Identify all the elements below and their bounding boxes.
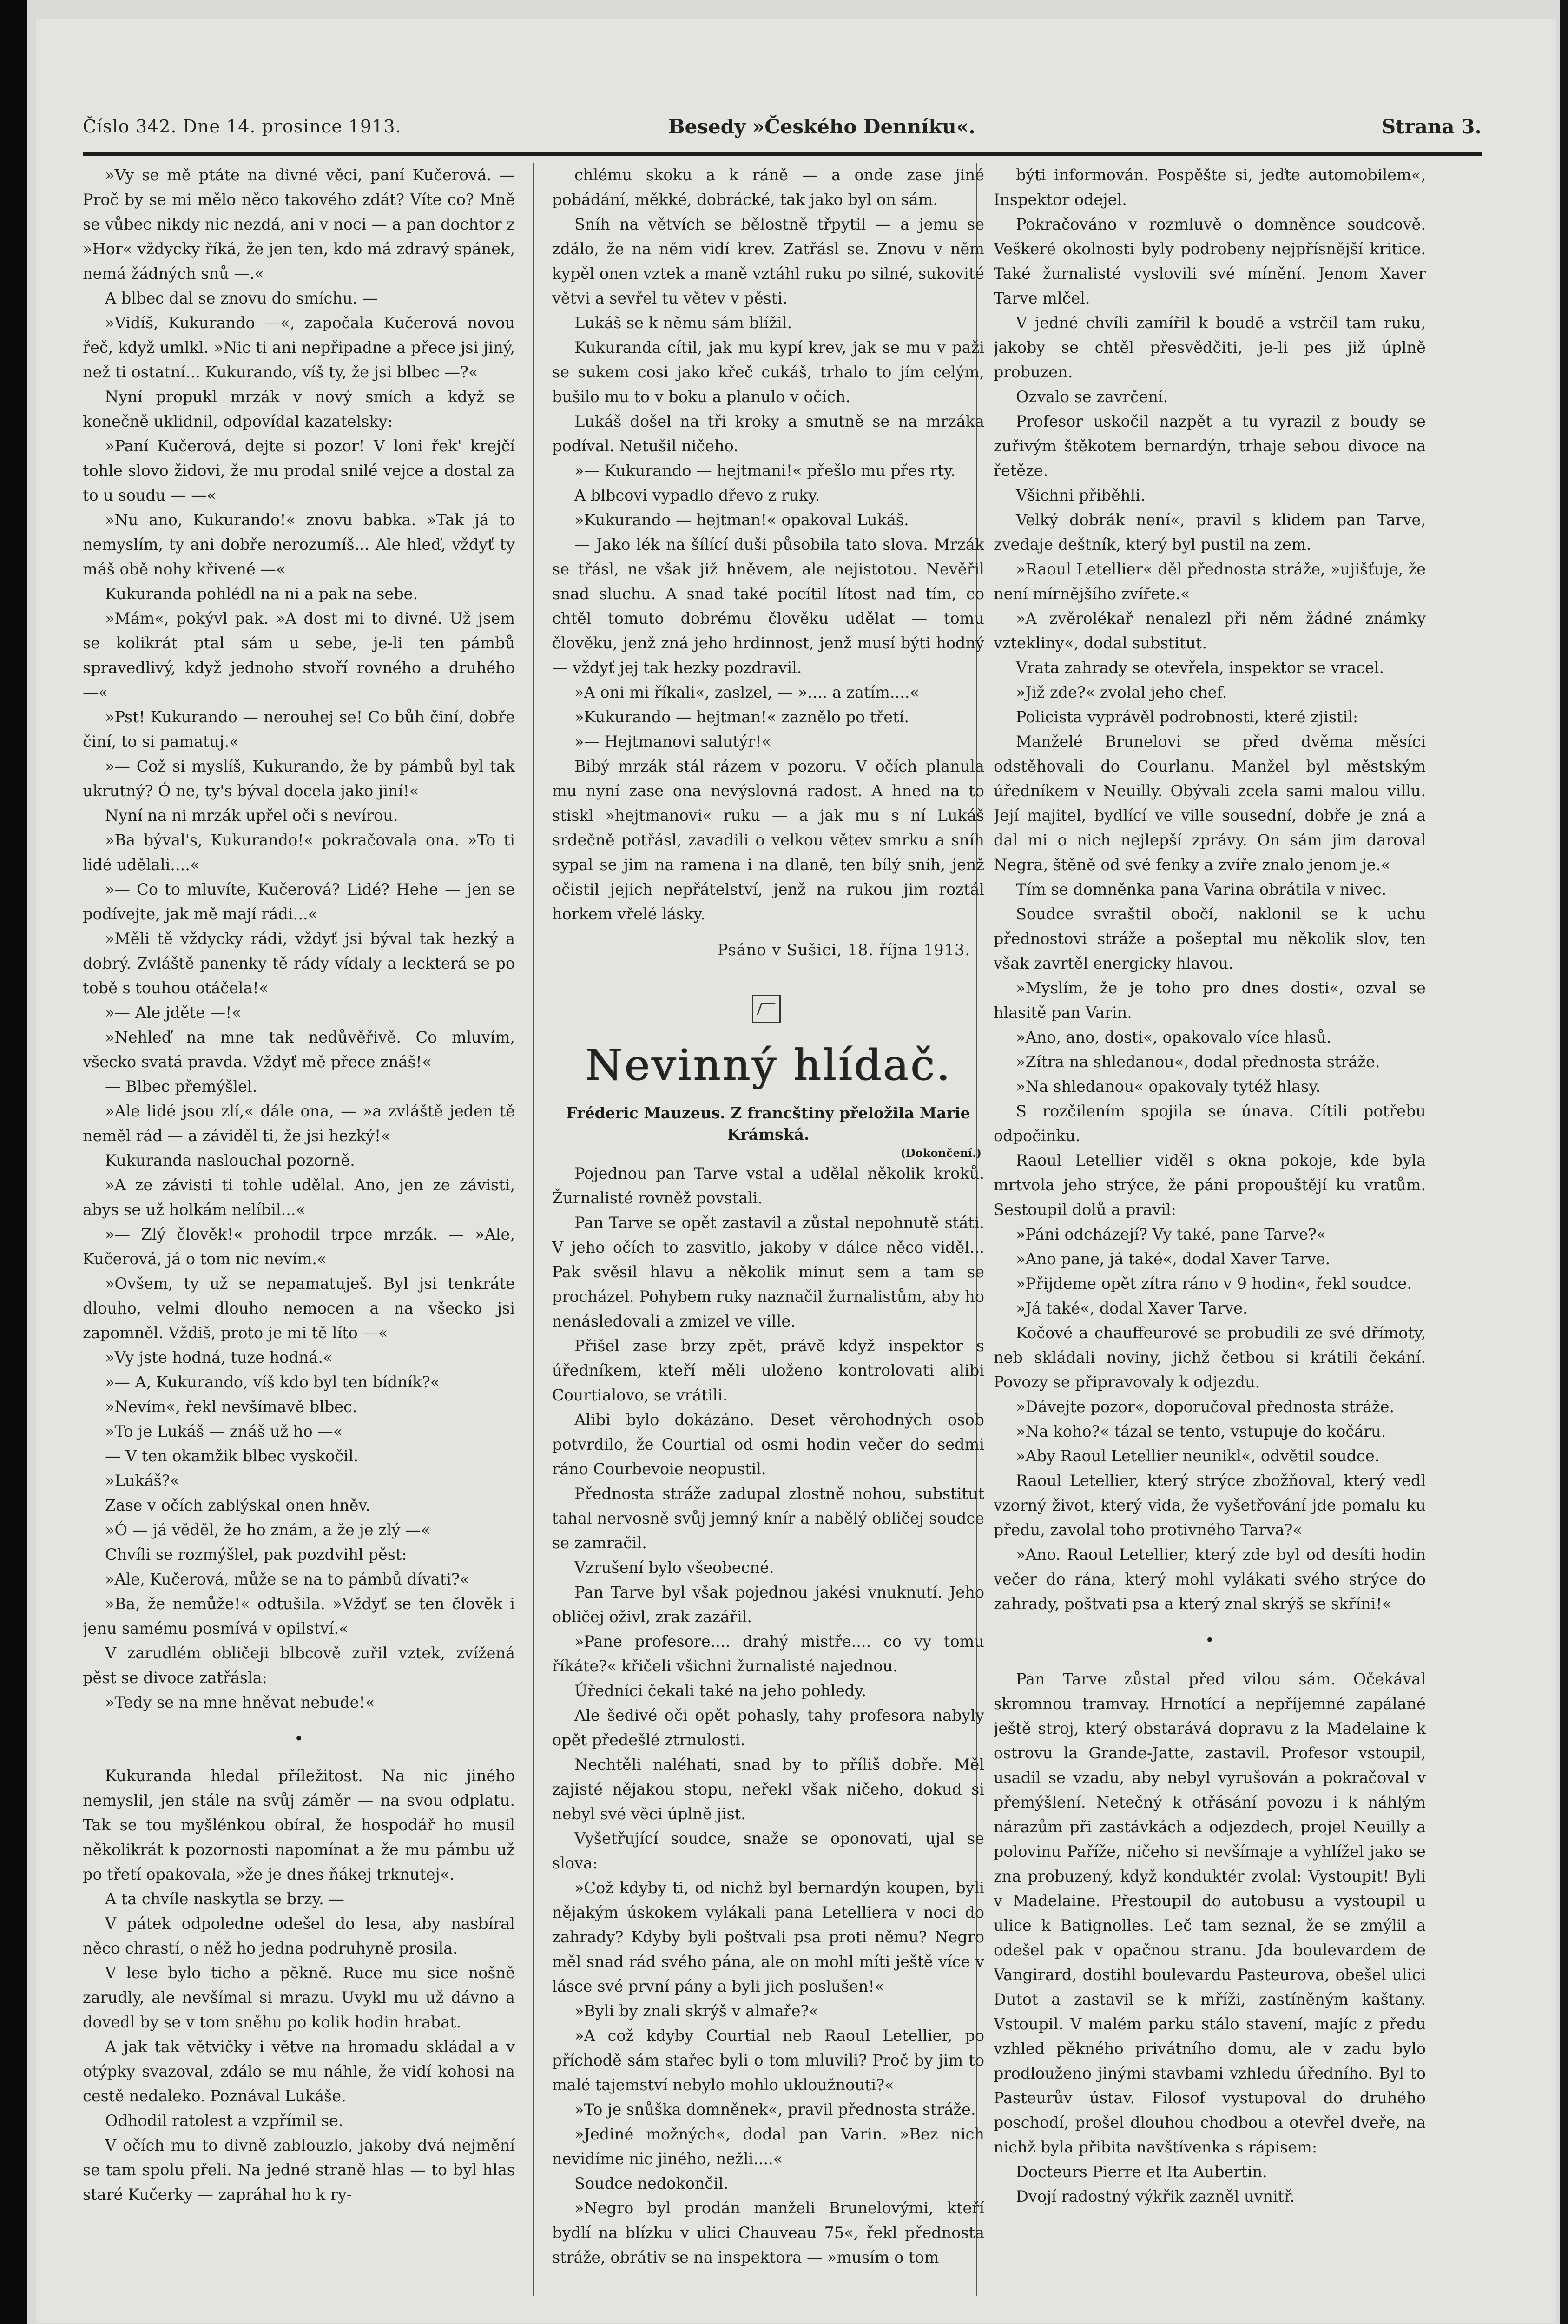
- paragraph: »Ba býval's, Kukurando!« pokračovala ona. »To ti lidé udělali....«: [83, 831, 515, 874]
- column-1: [83, 163, 515, 2296]
- paragraph: »— Zlý člověk!« prohodil trpce mrzák. — »Ale, Kučerová, já o tom nic nevím.«: [83, 1225, 515, 1268]
- scan-border-left: [0, 0, 27, 2324]
- paragraph: V očích mu to divně zablouzlo, jakoby dvá nejmění se tam spolu přeli. Na jedné straně hlas — to byl hlas staré Kučerky — zapráhal ho k ry-: [83, 2136, 515, 2204]
- paragraph: Manželé Brunelovi se před dvěma měsíci odstěhovali do Courlanu. Manžel byl městským úředníkem v Neuilly. Obývali zcela sami malou villu. Její majitel, bydlící ve ville sousední, dobře je zná a dal mi o nich nejlepší zprávy. On sám jim daroval Negra, štěně od své fenky a zvíře znalo jenom je.«: [994, 733, 1426, 874]
- paragraph: »Dávejte pozor«, doporučoval přednosta stráže.: [1016, 1398, 1395, 1416]
- story-byline: Fréderic Mauzeus. Z francštiny přeložila Marie Krámská.: [566, 1104, 970, 1143]
- paragraph: Kukuranda pohlédl na ni a pak na sebe.: [105, 585, 418, 603]
- paragraph: Profesor uskočil nazpět a tu vyrazil z boudy se zuřivým štěkotem bernardýn, trhaje sebou divoce na řetěze.: [994, 412, 1426, 480]
- paragraph: »Zítra na shledanou«, dodal přednosta stráže.: [1016, 1053, 1380, 1071]
- paragraph: Nyní propukl mrzák v nový smích a když se konečně uklidnil, odpovídal kazatelsky:: [83, 388, 515, 430]
- paragraph: Kukuranda hledal příležitost. Na nic jiného nemyslil, jen stále na svůj záměr — na svou odplatu. Tak se tou myšlénkou obíral, že hospodář ho musil několikrát k pozornosti napomínat a že mu pámbu už po třetí opakovala, »že je dnes ňákej trknutej«.: [83, 1767, 515, 1883]
- paragraph: Raoul Letellier viděl s okna pokoje, kde byla mrtvola jeho strýce, že páni propouštějí ku vratům. Sestoupil dolů a pravil:: [994, 1151, 1426, 1219]
- paragraph: »Kukurando — hejtman!« opakoval Lukáš.: [574, 511, 909, 529]
- ornament-icon: [752, 995, 781, 1023]
- column-divider: [533, 163, 534, 2296]
- paragraph: »Vy jste hodná, tuze hodná.«: [105, 1348, 333, 1367]
- paragraph: »Ale lidé jsou zlí,« dále ona, — »a zvláště jeden tě neměl rád — a záviděl ti, že jsi hezký!«: [83, 1102, 515, 1145]
- paragraph: »A což kdyby Courtial neb Raoul Letellier, po příchodě sám stařec byli o tom mluvili? Proč by jim to malé tajemství nebylo mohlo ukloužnouti?«: [552, 2027, 984, 2094]
- paragraph: V jedné chvíli zamířil k boudě a vstrčil tam ruku, jakoby se chtěl přesvědčiti, je-li pes již úplně probuzen.: [994, 314, 1426, 381]
- paragraph: Ozvalo se zavrčení.: [1016, 388, 1168, 406]
- paragraph: Všichni přiběhli.: [1016, 486, 1146, 504]
- paragraph: Úředníci čekali také na jeho pohledy.: [574, 1682, 867, 1700]
- paragraph: »A zvěrolékař nenalezl při něm žádné známky vztekliny«, dodal substitut.: [994, 609, 1426, 652]
- paragraph: »Ale, Kučerová, může se na to pámbů dívati?«: [105, 1570, 469, 1588]
- paragraph: A blbcovi vypadlo dřevo z ruky.: [574, 486, 820, 504]
- paragraph: Ale šedivé oči opět pohasly, tahy profesora nabyly opět předešlé ztrnulosti.: [552, 1706, 984, 1749]
- section-separator: •: [294, 1730, 304, 1748]
- paragraph: »A ze závisti ti tohle udělal. Ano, jen ze závisti, abys se už holkám nelíbil...«: [83, 1176, 515, 1219]
- paragraph: Soudce nedokončil.: [574, 2174, 729, 2192]
- paragraph: »Ovšem, ty už se nepamatuješ. Byl jsi tenkráte dlouho, velmi dlouho nemocen a na všecko jsi zapomněl. Vždiš, proto je mi tě líto —«: [83, 1274, 515, 1342]
- header-rule: [83, 152, 1482, 156]
- paragraph: »Na shledanou« opakovaly tytéž hlasy.: [1016, 1077, 1321, 1096]
- paragraph: Odhodil ratolest a vzpřímil se.: [105, 2112, 343, 2130]
- paragraph: — Blbec přemýšlel.: [105, 1077, 257, 1096]
- paragraph: Nechtěli naléhati, snad by to příliš dobře. Měl zajisté nějakou stopu, neřekl však ničeho, dokud si nebyl své věci úplně jist.: [552, 1756, 984, 1823]
- paragraph: V lese bylo ticho a pěkně. Ruce mu sice nošně zarudly, ale nevšímal si mrazu. Uvykl mu už dávno a dovedl by se v tom sněhu po kolik hodin hrabat.: [83, 1964, 515, 2031]
- publication-title: Besedy »Českého Denníku«.: [668, 115, 975, 138]
- paragraph: A blbec dal se znovu do smíchu. —: [105, 289, 378, 307]
- paragraph: Nyní na ni mrzák upřel oči s nevírou.: [105, 806, 398, 825]
- paragraph: »A oni mi říkali«, zaslzel, — ».... a zatím....«: [574, 683, 919, 701]
- paragraph: Kukuranda naslouchal pozorně.: [105, 1151, 355, 1169]
- section-separator: •: [1205, 1631, 1215, 1650]
- paragraph: Vyšetřující soudce, snaže se oponovati, ujal se slova:: [552, 1829, 984, 1872]
- paragraph: »Nu ano, Kukurando!« znovu babka. »Tak já to nemyslím, ty ani dobře nerozumíš... Ale hleď, vždyť ty máš obě nohy křivené —«: [83, 511, 515, 578]
- paragraph: Raoul Letellier, který strýce zbožňoval, který vedl vzorný život, který vida, že vyšetřování jde pomalu ku předu, zavolal toho protivného Tarva?«: [994, 1472, 1426, 1539]
- paragraph: »Ano, ano, dosti«, opakovalo více hlasů.: [1016, 1028, 1331, 1046]
- paragraph: Dvojí radostný výkřik zazněl uvnitř.: [1016, 2187, 1295, 2205]
- paragraph: »Jediné možných«, dodal pan Varin. »Bez nich nevidíme nic jiného, nežli....«: [552, 2125, 984, 2168]
- paragraph: »— Kukurando — hejtmani!« přešlo mu přes rty.: [574, 462, 955, 480]
- paragraph: »Což kdyby ti, od nichž byl bernardýn koupen, byli nějakým úskokem vylákali pana Letelliera v noci do zahrady? Kdyby byli poštvali psa proti němu? Negro měl snad rád svého pána, ale on mohl míti ještě více v lásce své první pány a byli jich poslušen!«: [552, 1879, 984, 1995]
- paragraph: »Myslím, že je toho pro dnes dosti«, ozval se hlasitě pan Varin.: [994, 979, 1426, 1022]
- paragraph: »— Co to mluvíte, Kučerová? Lidé? Hehe — jen se podívejte, jak mě mají rádi...«: [83, 880, 515, 923]
- paragraph: Přišel zase brzy zpět, právě když inspektor s úředníkem, kteří měli uloženo kontrolovati alibi Courtialovo, se vrátili.: [552, 1337, 984, 1404]
- paragraph: »— Hejtmanovi salutýr!«: [574, 733, 771, 751]
- paragraph: Pokračováno v rozmluvě o domněnce soudcově. Veškeré okolnosti byly podrobeny nejpřísnější kritice. Také žurnalisté vyslovili své mínění. Jenom Xaver Tarve mlčel.: [994, 215, 1426, 307]
- paragraph: Kukuranda cítil, jak mu kypí krev, jak se mu v paži se sukem cosi jako křeč cukáš, trhalo to jím celým, bušilo mu to v boku a planulo v očích.: [552, 338, 984, 406]
- paragraph: S rozčilením spojila se únava. Cítili potřebu odpočinku.: [994, 1102, 1426, 1145]
- paragraph: chlému skoku a k ráně — a onde zase jiné pobádání, měkké, dobrácké, tak jako byl on sám.: [552, 166, 984, 209]
- page-header: [83, 107, 1482, 149]
- paragraph: »Mám«, pokývl pak. »A dost mi to divné. Už jsem se kolikrát ptal sám u sebe, je-li ten pámbů spravedlivý, když jednoho stvoří rovného a druhého —«: [83, 609, 515, 701]
- paragraph: Pan Tarve se opět zastavil a zůstal nepohnutě státi. V jeho očích to zasvitlo, jakoby v dálce něco viděl... Pak svěsil hlavu a několik minut sem a tam se procházel. Pohybem ruky naznačil žurnalistům, aby ho nenásledovali a zmizel ve ville.: [552, 1214, 984, 1330]
- paragraph: »Negro byl prodán manželi Brunelovými, kteří bydlí na blízku v ulici Chauveau 75«, řekl přednosta stráže, obrátiv se na inspektora — »musím o tom: [552, 2199, 984, 2266]
- paragraph: »Aby Raoul Letellier neunikl«, odvětil soudce.: [1016, 1447, 1380, 1465]
- paragraph: Zase v očích zablýskal onen hněv.: [105, 1496, 371, 1514]
- paragraph: »Na koho?« tázal se tento, vstupuje do kočáru.: [1016, 1422, 1386, 1440]
- paragraph: Policista vyprávěl podrobnosti, které zjistil:: [1016, 708, 1358, 726]
- paragraph: V zarudlém obličeji blbcově zuřil vztek, zvížená pěst se divoce zatřásla:: [83, 1644, 515, 1687]
- paragraph: Pojednou pan Tarve vstal a udělal několik kroků. Žurnalisté rovněž povstali.: [552, 1164, 984, 1207]
- paragraph: býti informován. Pospěšte si, jeďte automobilem«, Inspektor odejel.: [994, 166, 1426, 209]
- paragraph: Velký dobrák není«, pravil s klidem pan Tarve, zvedaje deštník, který byl pustil na zem.: [994, 511, 1426, 554]
- paragraph: »Již zde?« zvolal jeho chef.: [1016, 683, 1227, 701]
- paragraph: Vrata zahrady se otevřela, inspektor se vracel.: [1016, 659, 1384, 677]
- paragraph: Pan Tarve zůstal před vilou sám. Očekával skromnou tramvay. Hrnotící a nepříjemné zapálané ještě stroj, který obstarává dopravu z la Madelaine k ostrovu la Grande-Jatte, zastavil. Profesor vstoupil, usadil se vzadu, aby nebyl vyrušován a pokračoval v přemýšlení. Netečný k otřásání povozu i k náhlým nárazům při zastávkách a odjezdech, projel Neuilly a polovinu Paříže, ničeho si nevšímaje a vyhlížel jako se zna probuzený, když konduktér zvolal: Vystoupit! Byli v Madelaine. Přestoupil do autobusu a vystoupil u ulice k Batignolles. Leč tam seznal, že se zmýlil a odešel pak v opačnou stranu. Jda boulevardem de Vangirard, dostihl boulevardu Pasteurova, obešel ulici Dutot a zastavil se k mříži, zastíněným kaštany. Vstoupil. V malém parku stálo stavení, majíc z předu vzhled pěkného privátního domu, ale v zadu bylo prodlouženo jinými stavbami vzhledu úředního. Byl to Pasteurův ústav. Filosof vystupoval do druhého poschodí, prošel dlouhou chodbou a otevřel dveře, na nichž byla přibita navštívenka s rápisem:: [994, 1670, 1426, 2156]
- paragraph: »Ano pane, já také«, dodal Xaver Tarve.: [1016, 1250, 1331, 1268]
- paragraph: — V ten okamžik blbec vyskočil.: [105, 1447, 359, 1465]
- paragraph: »Vidíš, Kukurando —«, započala Kučerová novou řeč, když umlkl. »Nic ti ani nepřipadne a přece jsi jiný, než ti ostatní... Kukurando, víš ty, že jsi blbec —?«: [83, 314, 515, 381]
- paragraph: »To je snůška domněnek«, pravil přednosta stráže.: [574, 2100, 976, 2119]
- paragraph: »Já také«, dodal Xaver Tarve.: [1016, 1299, 1248, 1317]
- paragraph: Soudce svraštil obočí, naklonil se k uchu přednostovi stráže a pošeptal mu několik slov, ten však zavrtěl energicky hlavou.: [994, 905, 1426, 972]
- paragraph: Lukáš došel na tři kroky a smutně se na mrzáka podíval. Netušil ničeho.: [552, 412, 984, 455]
- paragraph: »To je Lukáš — znáš už ho —«: [105, 1422, 343, 1440]
- paragraph: »Ó — já věděl, že ho znám, a že je zlý —«: [105, 1521, 431, 1539]
- paragraph: »Tedy se na mne hněvat nebude!«: [105, 1693, 375, 1711]
- story-signature: Psáno v Sušici, 18. října 1913.: [717, 941, 970, 959]
- paragraph: A jak tak větvičky i větve na hromadu skládal a v otýpky svazoval, zdálo se mu náhle, že vidí kohosi na cestě nedaleko. Poznával Lukáše.: [83, 2038, 515, 2105]
- paragraph: »Raoul Letellier« děl přednosta stráže, »ujišťuje, že není mírnějšího zvířete.«: [994, 560, 1426, 603]
- paragraph: Bibý mrzák stál rázem v pozoru. V očích planula mu nyní zase ona nevýslovná radost. A hned na to stiskl »hejtmanovi« ruku — a jak mu s ní Lukáš srdečně potřásl, zavadili o velkou větev smrku a sníh sypal se jim na ramena i na dlaně, ten bílý sníh, jenž očistil jejich nepřátelství, jenž na rukou jim roztál horkem vřelé lásky.: [552, 757, 984, 923]
- paragraph: »Nevím«, řekl nevšímavě blbec.: [105, 1398, 357, 1416]
- paragraph: Vzrušení bylo všeobecné.: [574, 1558, 774, 1577]
- newspaper-page: [36, 19, 1556, 2323]
- paragraph: »Paní Kučerová, dejte si pozor! V loni řek' krejčí tohle slovo židovi, že mu prodal snilé vejce a dostal za to u soudu — —«: [83, 437, 515, 504]
- paragraph: »Pane profesore.... drahý mistře.... co vy tomu říkáte?« křičeli všichni žurnalisté najednou.: [552, 1632, 984, 1675]
- scan-border-right: [1560, 0, 1568, 2324]
- paragraph: »Přijdeme opět zítra ráno v 9 hodin«, řekl soudce.: [1016, 1274, 1412, 1293]
- paragraph: »Měli tě vždycky rádi, vždyť jsi býval tak hezký a dobrý. Zvláště panenky tě rády vídaly a leckterá se po tobě s touhou otáčela!«: [83, 930, 515, 997]
- paragraph: Docteurs Pierre et Ita Aubertin.: [1016, 2163, 1267, 2181]
- paragraph: Kočové a chauffeurové se probudili ze své dřímoty, neb skládali noviny, jichž četbou si krátili čekání. Povozy se připravovaly k odjezdu.: [994, 1324, 1426, 1391]
- paragraph: Pan Tarve byl však pojednou jakési vnuknutí. Jeho obličej oživl, zrak zazářil.: [552, 1583, 984, 1626]
- paragraph: »Páni odcházejí? Vy také, pane Tarve?«: [1016, 1225, 1326, 1243]
- paragraph: »Lukáš?«: [105, 1472, 180, 1490]
- column-2: [552, 163, 984, 2296]
- story-title: Nevinný hlídač.: [585, 1040, 952, 1090]
- story-continued-label: (Dokončení.): [900, 1146, 982, 1160]
- paragraph: »— Ale jděte —!«: [105, 1004, 242, 1022]
- paragraph: — Jako lék na šílící duši působila tato slova. Mrzák se třásl, ne však již hněvem, ale nejistotou. Nevěřil snad sluchu. A snad také pocítil lítost nad tím, co chtěl tomuto dobrému člověku udělat — tomu člověku, jenž zná jeho hrdinnost, jenž musí býti hodný — vždyť jej tak hezky pozdravil.: [552, 535, 984, 677]
- paragraph: »Pst! Kukurando — nerouhej se! Co bůh činí, dobře činí, to si pamatuj.«: [83, 708, 515, 751]
- column-3: [994, 163, 1426, 2296]
- paragraph: Sníh na větvích se bělostně třpytil — a jemu se zdálo, že na něm vidí krev. Zatřásl se. Znovu v něm kypěl onen vztek a maně vztáhl ruku po silné, sukovité větvi a sevřel tu větev v pěsti.: [552, 215, 984, 307]
- paragraph: »— A, Kukurando, víš kdo byl ten bídník?«: [105, 1373, 440, 1391]
- paragraph: »Nehleď na mne tak nedůvěřivě. Co mluvím, všecko svatá pravda. Vždyť mě přece znáš!«: [83, 1028, 515, 1071]
- paragraph: »Ano. Raoul Letellier, který zde byl od desíti hodin večer do rána, který mohl vylákati svého strýce do zahrady, poštvati psa a který znal skrýš se skříni!«: [994, 1545, 1426, 1613]
- paragraph: A ta chvíle naskytla se brzy. —: [105, 1890, 344, 1908]
- issue-date: Číslo 342. Dne 14. prosince 1913.: [83, 116, 402, 137]
- paragraph: Chvíli se rozmýšlel, pak pozdvihl pěst:: [105, 1545, 407, 1564]
- paragraph: Tím se domněnka pana Varina obrátila v nivec.: [1016, 880, 1387, 898]
- paragraph: Alibi bylo dokázáno. Deset věrohodných osob potvrdilo, že Courtial od osmi hodin večer do sedmi ráno Courbevoie neopustil.: [552, 1411, 984, 1478]
- paragraph: »— Což si myslíš, Kukurando, že by pámbů byl tak ukrutný? Ó ne, ty's býval docela jako jiní!«: [83, 757, 515, 800]
- paragraph: »Ba, že nemůže!« odtušila. »Vždyť se ten člověk i jenu samému posmívá v opilství.«: [83, 1595, 515, 1637]
- paragraph: »Kukurando — hejtman!« zaznělo po třetí.: [574, 708, 909, 726]
- paragraph: Lukáš se k němu sám blížil.: [574, 314, 792, 332]
- page-number: Strana 3.: [1381, 115, 1482, 138]
- paragraph: »Byli by znali skrýš v almaře?«: [574, 2002, 818, 2020]
- paragraph: V pátek odpoledne odešel do lesa, aby nasbíral něco chrastí, o něž ho jedna podruhyně prosila.: [83, 1915, 515, 1957]
- paragraph: Přednosta stráže zadupal zlostně nohou, substitut tahal nervosně svůj jemný knír a nabělý obličej soudce se zamračil.: [552, 1485, 984, 1552]
- paragraph: »Vy se mě ptáte na divné věci, paní Kučerová. — Proč by se mi mělo něco takového zdát? Víte co? Mně se vůbec nikdy nic nezdá, ani v noci — a pan dochtor z »Hor« vždycky říká, že jen ten, kdo má zdravý spánek, nemá žádných snů —.«: [83, 166, 515, 283]
